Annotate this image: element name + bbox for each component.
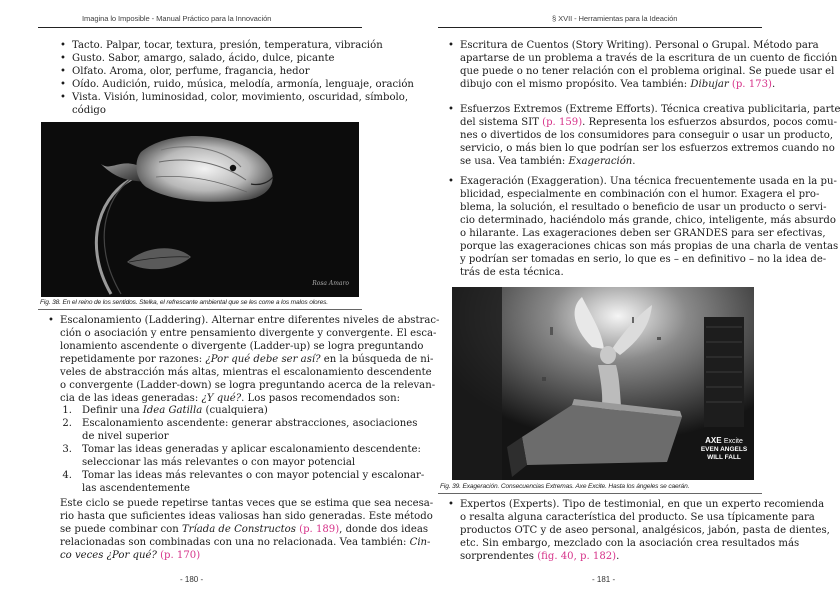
- running-header-left: Imagina lo Imposible - Manual Práctico para la Innovación: [82, 14, 272, 23]
- bullet-dot: •: [448, 176, 454, 187]
- bullet-dot: •: [448, 499, 454, 510]
- right-page: § XVII - Herramientas para la Ideación • Escritura de Cuentos (Story Writing). Personal o Grupal. Método para apartarse de un problema a través de la escritura de un cuento de ficción que puede o no tener relación con el problema original. Se puede usar el dibujo con el mismo propósito. Vea también: Dibujar (p. 173). • Esfuerzos Extremos (Extreme Efforts). Técnica creativa publicitaria, parte del sistema SIT (p. 159). Representa los esfuerzos absurdos, pocos comu- nes o divertidos de los consumidores para conseguir o usar un producto, servicio, o más bien lo que podrían ser los esfuerzos extremos cuando no se usa. Vea también: Exageración. • Exageración (Exaggeration). Una técnica frecuentemente usada en la pu- blicidad, especialmente en combinación con el humor. Exagera el pro- blema, la solución, el resultado o beneficio de usar un producto o servi- cio determinado, haciéndolo más grande, chico, inteligente, más absurdo o hilarante. Las exageraciones deben ser GRANDES para ser efectivas, porque las exageraciones chicas son más propias de una charla de ventas y podrían ser tomadas en serio, lo que es – en definitivo – no la idea de- trás de esta técnica. AXE Excite EVEN ANGELS WILL FALL Fig. 39. Exageración. Consecuencias Extremas. Axe Excite. Hasta los ángeles se caerán. • Expertos (Experts). Tipo de testimonial, en que un experto recomienda o resalta alguna característica del producto. Se usa típicamente para productos OTC y de aseo personal, analgésicos, jabón, pasta de dientes, etc. Sin embargo, mezclado con la asociación crea resultados más sorprendentes (fig. 40, p. 182). - 181 -: [440, 14, 840, 584]
- rose-fish-photo: [41, 122, 359, 297]
- bullet-dot: •: [60, 53, 66, 64]
- bullet-dot: •: [48, 315, 54, 326]
- page-number-left: - 180 -: [180, 575, 204, 584]
- figure-38-caption: Fig. 38. En el reino de los sentidos. Stelka, el refrescante ambiental que se les come a los malos olores.: [40, 299, 328, 306]
- header-rule-left: [38, 27, 362, 28]
- page-ref-link[interactable]: (p. 173): [731, 79, 772, 90]
- rose-fish-illustration: [41, 122, 359, 297]
- page-number-right: - 181 -: [592, 575, 616, 584]
- page-ref-link[interactable]: (p. 170): [160, 550, 201, 561]
- caption-rule: [38, 309, 362, 310]
- bullet-dot: •: [60, 79, 66, 90]
- axe-angel-ad-photo: [452, 287, 754, 480]
- page-ref-link[interactable]: (p. 189): [299, 524, 340, 535]
- left-page: Imagina lo Imposible - Manual Práctico para la Innovación • Tacto. Palpar, tocar, textura, presión, temperatura, vibración • Gusto. Sabor, amargo, salado, ácido, dulce, picante • Olfato. Aroma, olor, perfume, fragancia, hedor • Oído. Audición, ruido, música, melodía, armonía, lenguaje, oración • Vista. Visión, luminosidad, color, movimiento, oscuridad, símbolo, código Rosa Amaro Fig. 38. En el reino de los sentidos. Stelka, el refrescante ambiental que se les come a los malos olores. • Escalonamiento (Laddering). Alternar entre diferentes niveles de abstrac- ción o asociación y entre pensamiento divergente y convergente. El esca- lonamiento ascendente o divergente (Ladder-up) se logra preguntando repetidamente por razones: ¿Por qué debe ser así? en la búsqueda de ni- veles de abstracción más altas, mientras el escalonamiento descendente o convergente (Ladder-down) se logra preguntando acerca de la relevan- cia de las ideas generadas: ¿Y qué?. Los pasos recomendados son: 1. Definir una Idea Gatilla (cualquiera) 2. Escalonamiento ascendente: generar abstracciones, asociaciones de nivel superior 3. Tomar las ideas generadas y aplicar escalonamiento descendente: seleccionar las más relevantes o con mayor potencial 4. Tomar las ideas más relevantes o con mayor potencial y escalonar- las ascendentemente Este ciclo se puede repetirse tantas veces que se estima que sea necesa- rio hasta que suficientes ideas valiosas han sido generadas. Este método se puede combinar con Tríada de Constructos (p. 189), donde dos ideas relacionadas son combinadas con una no relacionada. Vea también: Cin- co veces ¿Por qué? (p. 170) - 180 -: [40, 14, 440, 584]
- header-rule-right: [438, 27, 762, 28]
- artist-signature: Rosa Amaro: [312, 280, 349, 287]
- bullet-dot: •: [448, 104, 454, 115]
- figure-ref-link[interactable]: (fig. 40, p. 182): [537, 551, 617, 562]
- figure-39-caption: Fig. 39. Exageración. Consecuencias Extremas. Axe Excite. Hasta los ángeles se caerán.: [440, 483, 690, 490]
- bullet-dot: •: [60, 66, 66, 77]
- bullet-dot: •: [60, 40, 66, 51]
- bullet-dot: •: [448, 40, 454, 51]
- running-header-right: § XVII - Herramientas para la Ideación: [552, 14, 678, 23]
- caption-rule: [438, 493, 762, 494]
- axe-logo: AXE Excite EVEN ANGELS WILL FALL: [700, 436, 748, 461]
- bullet-dot: •: [60, 92, 66, 103]
- page-ref-link[interactable]: (p. 159): [542, 117, 583, 128]
